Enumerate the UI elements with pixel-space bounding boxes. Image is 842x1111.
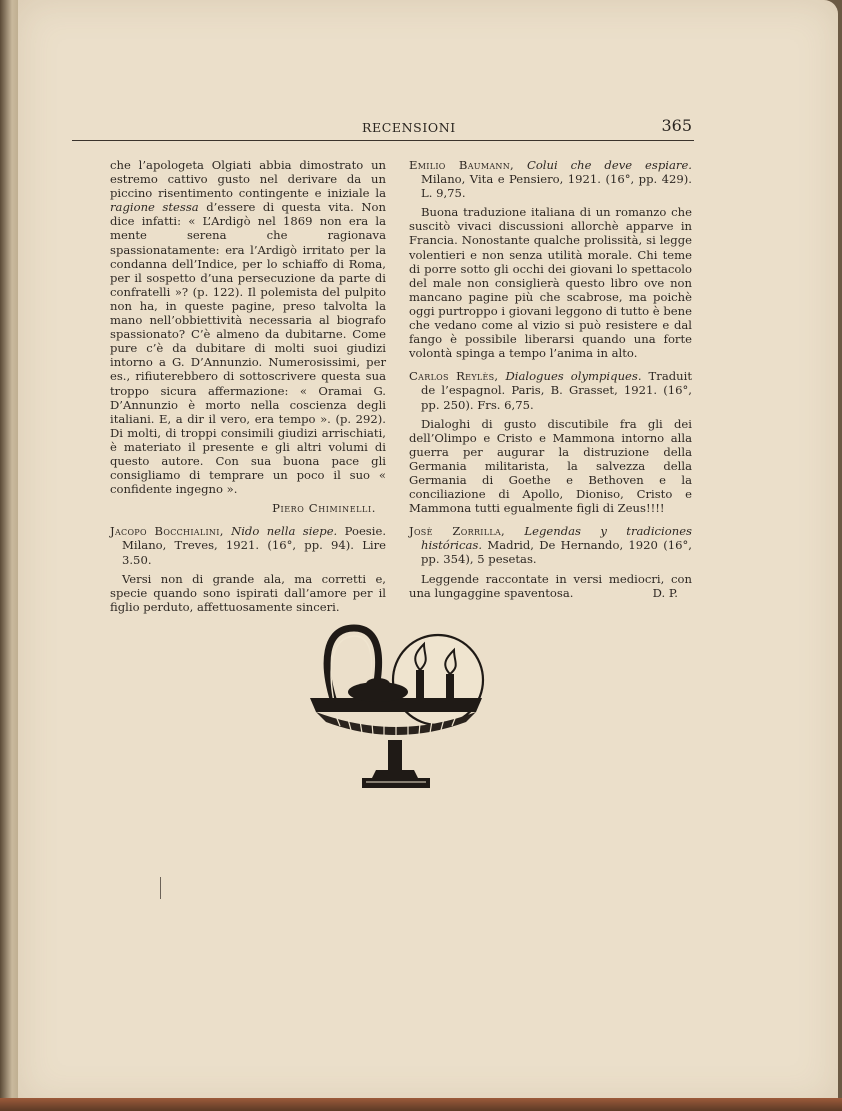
book-citation	[409, 369, 692, 411]
reviewer-signature: D. P.	[652, 585, 678, 600]
book-details: Traduit de l’espagnol. Paris, B. Grasset, 1921. (16°, pp. 250). Frs. 6,75.	[421, 369, 692, 412]
oil-lamp-vignette-icon	[306, 622, 486, 797]
book-title: Colui che deve espiare.	[526, 158, 692, 172]
book-citation	[110, 524, 386, 566]
book-author: Emilio Baumann,	[409, 158, 514, 172]
left-column	[110, 158, 386, 614]
book-title: Dialogues olympiques.	[505, 369, 642, 384]
review-text-paragraph: Leggende raccontate in versi mediocri, con una lungaggine spaventosa. D. P.	[409, 571, 692, 600]
book-title: Nido nella siepe.	[231, 524, 338, 539]
book-author: Josè Zorrilla,	[409, 524, 506, 539]
right-column	[409, 158, 692, 600]
page-number: 365	[661, 116, 692, 135]
page-bottom-edge	[0, 1098, 842, 1111]
book-details: Milano, Vita e Pensiero, 1921. (16°, pp. 429). L. 9,75.	[421, 172, 692, 201]
pencil-mark	[160, 877, 161, 899]
review-text-paragraph: Buona traduzione italiana di un romanzo che suscitò vivaci discussioni allorchè apparve in Francia. Nonostante qualche prolissità, si legge volentieri e non senza utilità morale. Chi teme di porre sotto gli occhi dei giovani lo spettacolo del male non consiglierà questo libro ove non mancano pagine più che scabrose, ma poichè oggi purtroppo i giovani leggono di tutto è bene che vedano come al vizio si può resistere e dal fango è possibile liberarsi quando una forte volontà spinga a tempo l’anima in alto.	[409, 205, 692, 361]
reviewer-signature: Piero Chiminelli.	[272, 501, 376, 516]
running-title: RECENSIONI	[362, 120, 456, 135]
review-text-paragraph: che l’apologeta Olgiati abbia dimostrato un estremo cattivo gusto nel derivare da un piccino risentimento contingente e iniziale la ragione stessa d’essere di questa vita. Non dice infatti: « L’Ardigò nel 1869 non era la mente serena che ragionava spassionatamente: era l’Ardigò irritato per la condanna dell’Indice, per lo schiaffo di Roma, per il sospetto d’una persecuzione da parte di confratelli »? (p. 122). Il polemista del pulpito non ha, in queste pagine, preso talvolta la mano nell’obbiettività necessaria al biografo spassionato? C’è almeno da dubitarne. Come pure c’è da dubitare di molti suoi giudizi intorno a G. D’Annunzio. Numerosissimi, per es., rifiuterebbero di sottoscrivere questa sua troppo sicura affermazione: « Oramai G. D’Annunzio è morto nella coscienza degli italiani. E, a dir il vero, era tempo ». (p. 292). Di molti, di troppi consimili giudizi arrischiati, è materiato il presente e gli altri volumi di questo autore. Con sua buona pace gli consigliamo di temprare un poco il suo « confidente ingegno ».	[110, 158, 386, 497]
book-details: Madrid, De Hernando, 1920 (16°, pp. 354), 5 pesetas.	[421, 538, 692, 567]
review-text-paragraph: Versi non di grande ala, ma corretti e, specie quando sono ispirati dall’amore per il figlio perduto, affettuosamente sinceri.	[110, 571, 386, 614]
running-header	[72, 118, 694, 141]
book-author: Carlos Reylès,	[409, 369, 499, 384]
review-text-paragraph: Dialoghi di gusto discutibile fra gli dei dell’Olimpo e Cristo e Mammona intorno alla guerra per augurar la distruzione della Germania militarista, la salvezza della Germania di Goethe e Bethoven e la conciliazione di Apollo, Dioniso, Cristo e Mammona tutti egualmente figli di Zeus!!!!	[409, 416, 692, 516]
book-title: Legendas y tradiciones históricas.	[421, 524, 693, 553]
book-details: Poesie. Milano, Treves, 1921. (16°, pp. 94). Lire 3.50.	[122, 524, 387, 567]
book-citation	[409, 524, 692, 566]
book-citation	[409, 158, 692, 200]
book-author: Jacopo Bocchialini,	[110, 524, 224, 539]
